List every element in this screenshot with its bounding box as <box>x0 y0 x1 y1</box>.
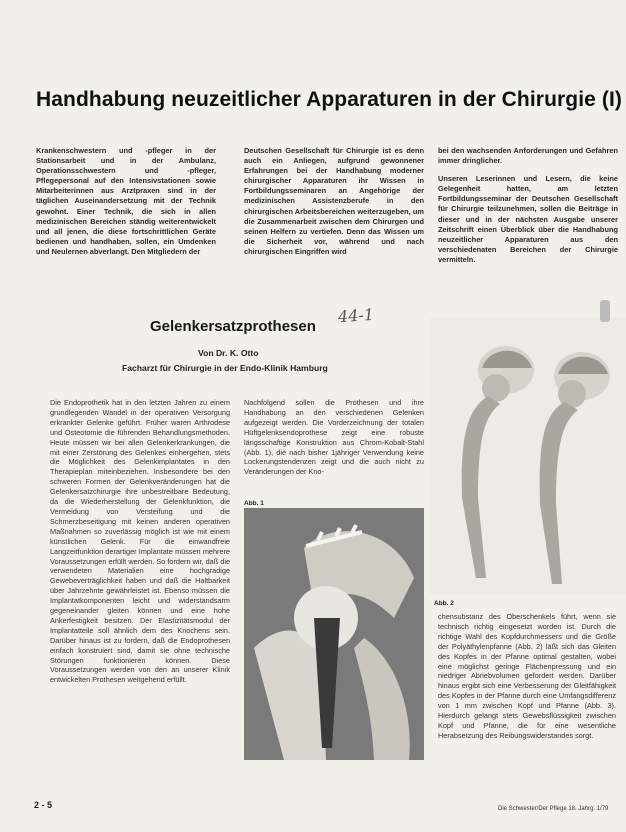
article-title: Gelenkersatzprothesen <box>150 318 316 335</box>
article-column-2 <box>244 398 424 494</box>
intro-paragraph: Krankenschwestern und -pfleger in der Stationsarbeit und in der Ambulanz, Operationsschwestern und -pfleger, Pflegepersonal auf den Intensivstationen sowie Mitarbeiterinnen aus Arztpraxen sind in der täglichen Auseinandersetzung mit der Technik gewohnt. Einer Technik, die sich in allen medizinischen Bereichen ständig weiterentwickelt und all jenen, die diese fortschrittlichen Geräte bedienen und handhaben, sollen, ein Umdenken und Neulernen abverlangt. Den Mitgliedern der <box>36 146 216 256</box>
handwritten-note: 44-1 <box>337 304 375 327</box>
article-paragraph: Die Endoprothetik hat in den letzten Jahren zu einem grundlegenden Wandel in der operativen Versorgung erkrankter Gelenke geführt. Früher waren Arthrodese und Osteotomie die führenden Behandlungsmethoden. Heute müssen wir bei allen Gelenkerkrankungen, die mit einer Zerstörung des Gelenkes einhergehen, stets die Möglichkeit des Gelenkimplantates in den Therapieplan miteinbeziehen. Insbesondere bei den schweren Formen der Gelenkveränderungen hat die Gelenkersatzchirurgie ihre unbestreitbare Bedeutung, da die Wiederherstellung der Gelenkfunktion, die Vermeidung von Versteifung und die Schmerzbeseitigung mit keinen anderen operativen Maßnahmen so zuverlässig möglich ist wie mit einem künstlichen Gelenk. Für die einwandfreie Langzeitfunktion derartiger Implantate müssen mehrere Voraussetzungen erfüllt werden. So fordern wir, daß die verwendeten Materialien eine hochgradige Gewebeverträglichkeit haben und daß die Haltbarkeit über Jahrzehnte gewährleistet ist. Ebenso müssen die Implantatkomponenten leicht und widerstandsarm gegeneinander gleiten können und eine hohe Ankerfestigkeit besitzen. Der Elastizitätsmodul der Implantatteile soll ähnlich dem des Knochens sein. Darüber hinaus ist zu fordern, daß die Endoprothesen einfach konstruiert sind, damit sie ohne technische Störungen funktionieren können. Diese Voraussetzungen werden von den an unserer Klinik entwickelten Prothesen weitgehend erfüllt. <box>50 398 230 685</box>
figure-1-label: Abb. 1 <box>244 500 264 507</box>
figure-2-prostheses <box>430 318 626 594</box>
intro-column-1 <box>36 146 216 265</box>
figure-1-hip-xray <box>244 508 424 760</box>
page-number: 2 - 5 <box>34 800 53 810</box>
article-column-3 <box>438 612 616 792</box>
binding-mark <box>600 300 610 322</box>
figure-2-label: Abb. 2 <box>434 600 454 607</box>
hip-prosthesis-image <box>244 508 424 760</box>
headline: Handhabung neuzeitlicher Apparaturen in der Chirurgie (I) <box>36 88 622 111</box>
article-column-1 <box>50 398 230 778</box>
intro-column-3 <box>438 146 618 273</box>
publication-source: Die Schwester/Der Pflege 18. Jahrg. 1/79 <box>498 806 609 812</box>
intro-paragraph: Deutschen Gesellschaft für Chirurgie ist es denn auch ein Anliegen, aufgrund gewonnener Erfahrungen bei der Handhabung moderner chirurgischer Apparaturen ihr Wissen in Fortbildungsseminaren an Angehörige der medizinischen Assistenzberufe in den chirurgischen Arbeitsbereichen weiterzugeben, um die Zusammenarbeit zwischen dem Chirurgen und seinen Helfern zu vertiefen. Denn das Wissen um die Sicherheit vor, während und nach chirurgischen Eingriffen wird <box>244 146 424 256</box>
intro-paragraph: Unseren Leserinnen und Lesern, die keine Gelegenheit hatten, am letzten Fortbildungsseminar der Deutschen Gesellschaft für Chirurgie teilzunehmen, sollen die Beiträge in dieser und in der nächsten Ausgabe unserer Zeitschrift einen Überblick über die Handhabung neuzeitlicher Apparaturen aus den verschiedenaten Bereichen der Chirurgie vermitteln. <box>438 174 618 264</box>
intro-paragraph: bei den wachsenden Anforderungen und Gefahren immer dringlicher. <box>438 146 618 166</box>
intro-column-2 <box>244 146 424 265</box>
author-byline: Von Dr. K. Otto <box>198 348 259 358</box>
article-paragraph: chensubstanz des Oberschenkels führt, wenn sie technisch richtig eingesetzt worden ist. Durch die richtige Wahl des Kopfdurchmessers und die Größe der Polyäthylenpfanne (Abb. 2) läßt sich das Gleiten des Kopfes in der Pfanne optimal gestalten, wobei eine möglichst geringe Flächenpressung und ein niedriger Abriebvolumen gefordert werden. Darüber hinaus ergibt sich eine Verbesserung der Gleitfähigkeit des Kopfes in der Pfanne durch eine Umfangsdifferenz von 1 mm zwischen Kopf und Pfanne (Abb. 3). Hierdurch gelangt stets Gewebsflüssigkeit zwischen Kopf und Pfanne, die für eine wesentliche Herabsetzung des Reibungswiderstandes sorgt. <box>438 612 616 740</box>
author-subtitle: Facharzt für Chirurgie in der Endo-Klinik Hamburg <box>122 363 328 373</box>
prosthesis-photo <box>430 318 626 594</box>
article-paragraph: Nachfolgend sollen die Prothesen und ihre Handhabung an den verschiedenen Gelenken aufgezeigt werden. Die Vorderzeichnung der totalen Hüftgelenksendoprothese zeigt eine robuste längsschaftige Konstruktion aus Chrom-Kobalt-Stahl (Abb. 1), die nach bisher 1jähriger Verwendung keine Lockerungstendenzen zeigt und die auch nicht zu Veränderungen der Kno- <box>244 398 424 477</box>
